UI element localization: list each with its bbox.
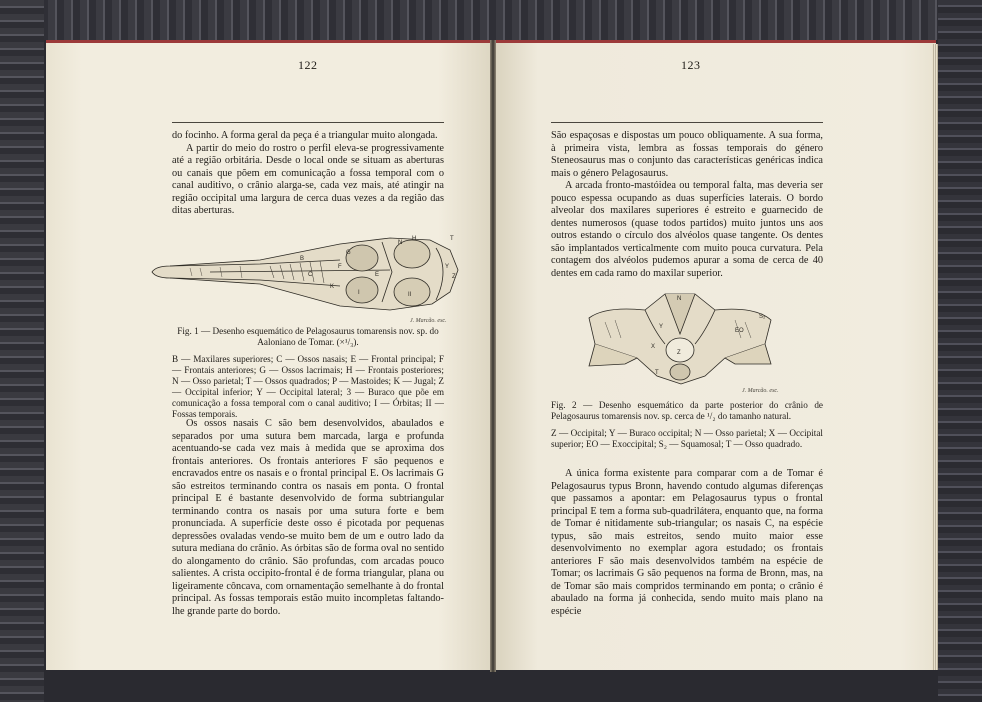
book-binding-top [0,0,982,40]
left-top-text [172,130,444,218]
book-binding-left [0,0,44,702]
right-top-text [551,130,823,280]
figure-1-caption-legend: B — Maxilares superiores; C — Ossos nasais; E — Frontal principal; F — Frontais anteriores; G — Ossos lacrimais; H — Frontais posteriores; N — Osso parietal; T — Ossos quadrados; P — Mastoides; K — Jugal; Z — Occipital inferior; Y — Occipital lateral; 3 — Buraco que põe em comunicação a fossa temporal com o canal auditivo; I — Órbitas; II — Fossas temporais. [172,354,444,419]
figure-2-caption [551,400,823,450]
fig1-label-ii: II [408,292,412,298]
fig1-label-c: C [308,272,313,278]
fig1-label-h: H [412,236,417,242]
left-paragraph-2: A partir do meio do rostro o perfil eleva-se progressivamente até a região orbitária. Desde o local onde se situam as aberturas ou canais que põem em comunicação a fossa temporal com o canal auditivo, o crânio alarga-se, cada vez mais, até atingir na região occipital uma largura de cerca duas vezes a da região das ditas aberturas. [172,142,444,216]
book-gutter [490,40,496,672]
left-page-number: 122 [298,58,318,72]
fig2-label-s2: S₂ [759,314,766,320]
right-bottom-text [551,468,823,618]
right-paragraph-1: São espaçosas e dispostas um pouco obliquamente. A sua forma, à primeira vista, lembra as fossas temporais do género Steneosaurus mas o conjunto das características genéricas indica mais o género Pelagosaurus. [551,130,823,179]
figure-1-skull-drawing [150,230,460,320]
fig2-label-n: N [677,296,682,302]
fig2-label-eo: EO [735,328,744,334]
fig1-label-i: I [358,290,360,296]
book-binding-right [938,0,982,702]
page-edges [932,44,938,670]
figure-2-caption-legend: Z — Occipital; Y — Buraco occipital; N — Osso parietal; X — Occipital superior; EO — Exoccipital; S₂ — Squamosal; T — Osso quadrado. [551,428,823,449]
fig1-label-y: Y [445,264,450,270]
left-paragraph-3: Os ossos nasais C são bem desenvolvidos, abaulados e separados por uma sutura bem marcada, larga e profunda acentuando-se cada vez mais à medida que se aproxima dos frontais anteriores. Os frontais anteriores F são pequenos e encravados entre os nasais e o frontal principal E. Os lacrimais G são estreitos terminando contra os nasais em ponta. O frontal principal E é bastante desenvolvido de forma subtriangular terminando contra os nasais por uma sutura forte e bem pronunciada. A superfície deste osso é picotada por pequenas depressões ovaladas vendo-se muito bem de um e outro lado da sutura mediana do crânio. As órbitas são de forma oval no sentido do alongamento do crânio. São profundas, com arcadas pouco salientes. A crista occipito-frontal é de forma triangular, plana ou ligeiramente côncava, com ornamentação semelhante à do frontal principal. As fossas temporais estão muito incompletas faltando-lhe grande parte do bordo. [172,418,444,617]
left-header-rule [172,122,444,123]
fig1-label-k: K [330,284,335,290]
figure-1-engraver-signature: J. Marcão. esc. [410,318,447,324]
figure-2-cranium-drawing [585,288,775,390]
fig1-label-b: B [300,256,305,262]
fig1-label-t: T [450,236,454,242]
figure-1-caption-title: Fig. 1 — Desenho esquemático de Pelagosaurus tomarensis nov. sp. do Aaloniano de Tomar. (×¹/₃). [177,326,439,347]
figure-1-caption [172,326,444,420]
fig1-label-n: N [398,240,403,246]
right-header-rule [551,122,823,123]
left-bottom-text [172,418,444,618]
fig1-label-g: G [346,250,351,256]
fig1-label-e: E [375,272,380,278]
left-paragraph-1: do focinho. A forma geral da peça é a triangular muito alongada. [172,130,438,141]
right-paragraph-3: A única forma existente para comparar com a de Tomar é Pelagosaurus typus Bronn, havendo contudo algumas diferenças que passamos a apontar: em Pelagosaurus typus o frontal principal E tem a forma sub-quadrilátera, enquanto que, na forma de Tomar é nitidamente sub-triangular; os nasais C, na espécie typus, são mais estreitos, sendo muito maior esse desenvolvimento no exemplar agora estudado; os frontais anteriores F são mais desenvolvidos também na espécie de Tomar; os lacrimais G são pequenos na forma de Bronn, mas, na de Tomar são mais compridos terminando em ponta; o crânio é abaulado na forma já conhecida, sendo muito mais plano na espécie [551,468,823,617]
right-page-number: 123 [681,58,701,72]
fig1-label-z: Z [452,274,456,280]
fig2-label-t: T [655,370,659,376]
right-paragraph-2: A arcada fronto-mastóidea ou temporal falta, mas deveria ser pouco espessa ocupando as duas superfícies laterais. O bordo alveolar dos maxilares superiores é estreito e guarnecido de dentes numerosos (quase todos partidos) muito juntos uns aos outros estando o círculo dos alvéolos quase tangente. Os dentes são implantados verticalmente com muito pouca curvatura. Pela contagem dos alvéolos pudemos apurar a soma de cerca de 40 dentes em cada ramo do maxilar superior. [551,180,823,279]
fig1-label-f: F [338,264,342,270]
fig2-label-x: X [651,344,656,350]
fig2-label-z: Z [677,350,681,356]
figure-2-engraver-signature: J. Marcão. esc. [742,388,779,394]
figure-2-caption-title: Fig. 2 — Desenho esquemático da parte posterior do crânio de Pelagosaurus tomarensis nov. sp. cerca de ¹/₂ do tamanho natural. [551,400,823,421]
fig2-label-y: Y [659,324,664,330]
